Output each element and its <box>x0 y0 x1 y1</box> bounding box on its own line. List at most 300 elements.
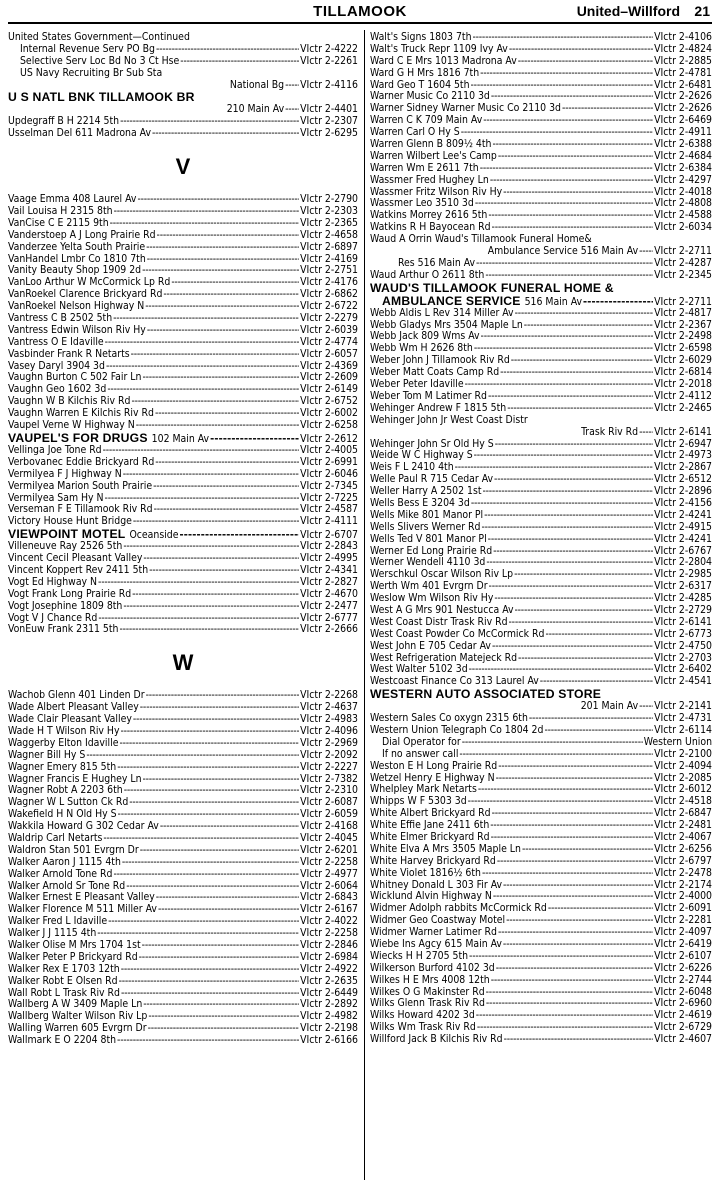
listing-name: Walker Ernest E Pleasant Valley <box>8 892 155 904</box>
listing-entry <box>370 103 712 115</box>
phone-number: VIctr 2-4658 <box>300 229 358 241</box>
listing-name: West John E 705 Cedar Av <box>370 640 491 652</box>
leader-dashes <box>133 516 299 528</box>
listing-entry <box>370 367 712 379</box>
listing-name: White Elmer Brickyard Rd <box>370 832 490 843</box>
listing-entry <box>8 420 358 432</box>
section-letter: W <box>172 650 194 676</box>
phone-number: VIctr 2-6862 <box>300 289 358 301</box>
listing-name: US Navy Recruiting Br Sub Sta <box>20 67 163 79</box>
listing-name: Vogt Josephine 1809 8th <box>8 600 123 612</box>
phone-number: VIctr 2-2281 <box>654 915 712 927</box>
phone-number: VIctr 2-4808 <box>654 198 712 210</box>
listing-entry <box>8 892 358 904</box>
phone-number: VIctr 2-6481 <box>654 79 712 91</box>
listing-entry <box>8 481 358 493</box>
bold-listing <box>370 688 712 701</box>
phone-number: VIctr 2-2345 <box>654 269 712 281</box>
listing-name: Warren Wm E 2611 7th <box>370 162 479 174</box>
phone-number: VIctr 2-4774 <box>300 336 358 348</box>
leader-dashes <box>140 702 299 714</box>
leader-dashes <box>477 1022 653 1034</box>
phone-number: VIctr 2-2307 <box>300 116 358 128</box>
phone-number: VIctr 2-4982 <box>300 1011 358 1023</box>
phone-number: VIctr 2-6388 <box>654 139 712 151</box>
header-rule <box>8 22 712 24</box>
listing-name: Vaughn Burton C 502 Fair Ln <box>8 372 142 384</box>
listing-name: Waud Arthur O 2611 8th <box>370 269 485 281</box>
listing-entry <box>8 774 358 786</box>
leader-dashes <box>140 845 299 857</box>
listing-entry <box>370 927 712 939</box>
leader-dashes <box>98 577 299 589</box>
listing-name: Weber John J Tillamook Riv Rd <box>370 355 510 367</box>
listing-continuation <box>370 701 712 713</box>
listing-name: Walker Fred L Idaville <box>8 916 108 928</box>
phone-number: VIctr 2-2085 <box>654 772 712 784</box>
phone-number: VIctr 2-2365 <box>300 217 358 229</box>
listing-entry <box>8 613 358 625</box>
listing-name: White Violet 1816½ 6th <box>370 867 481 879</box>
leader-dashes <box>132 589 299 601</box>
listing-name: Werner Wendell 4110 3d <box>370 557 486 569</box>
phone-number: VIctr 2-2092 <box>300 749 358 761</box>
leader-dashes <box>493 891 653 903</box>
listing-entry <box>370 222 712 234</box>
phone-number: VIctr 2-4005 <box>300 444 358 456</box>
phone-number: VIctr 2-2626 <box>654 103 712 115</box>
listing-entry <box>370 68 712 80</box>
leader-dashes <box>119 624 299 636</box>
listing-name: Verseman F E Tillamook Riv Rd <box>8 504 153 516</box>
leader-dashes <box>113 869 299 881</box>
bold-listing <box>8 91 358 104</box>
phone-number: VIctr 2-2626 <box>654 91 712 103</box>
leader-dashes <box>105 337 299 349</box>
listing-name: Wallmark E O 2204 8th <box>8 1035 117 1047</box>
leader-dashes <box>471 498 653 510</box>
listing-name: If no answer call <box>382 748 459 760</box>
listing-entry <box>8 714 358 726</box>
listing-name: Western Sales Co oxygn 2315 6th <box>370 713 528 725</box>
listing-entry <box>370 880 712 892</box>
listing-entry <box>8 988 358 1000</box>
listing-continuation <box>370 246 712 258</box>
leader-dashes <box>131 349 300 361</box>
listing-entry <box>370 963 712 975</box>
phone-number: VIctr 2-4285 <box>654 593 712 605</box>
listing-entry <box>8 809 358 821</box>
listing-entry <box>8 44 358 56</box>
phone-number: VIctr 2-2279 <box>300 313 358 325</box>
listing-name: Wassmer Fritz Wilson Riv Hy <box>370 186 503 198</box>
leader-dashes <box>492 222 654 234</box>
phone-number: VIctr 2-6012 <box>654 784 712 796</box>
listing-entry <box>8 726 358 738</box>
listing-name: Watkins R H Bayocean Rd <box>370 222 491 234</box>
listing-name: Wade H T Wilson Riv Hy <box>8 725 120 737</box>
leader-dashes <box>486 987 653 999</box>
phone-number: VIctr 2-4973 <box>654 450 712 462</box>
phone-number: VIctr 2-2729 <box>654 604 712 616</box>
leader-dashes <box>492 641 653 653</box>
leader-dashes <box>473 32 654 44</box>
listing-entry <box>8 469 358 481</box>
listing-name: WAUD'S TILLAMOOK FUNERAL HOME & <box>370 281 614 295</box>
listing-entry <box>370 749 712 761</box>
listing-name: Warren Wilbert Lee's Camp <box>370 150 497 162</box>
phone-number: VIctr 2-6512 <box>654 474 712 486</box>
listing-text <box>8 32 358 44</box>
listing-entry <box>8 445 358 457</box>
listing-name: Vail Louisa H 2315 8th <box>8 206 113 218</box>
phone-number: VIctr 2-4995 <box>300 553 358 565</box>
leader-dashes <box>155 408 299 420</box>
phone-number: VIctr 2-7345 <box>300 480 358 492</box>
leader-dashes <box>469 664 653 676</box>
leader-dashes <box>474 343 653 355</box>
leader-dashes <box>509 617 654 629</box>
leader-dashes <box>455 462 653 474</box>
listing-text <box>370 415 712 427</box>
leader-dashes <box>147 325 299 337</box>
leader-dashes <box>114 206 300 218</box>
listing-entry <box>370 605 712 617</box>
listing-address: National Bg <box>229 79 285 91</box>
leader-dashes <box>147 254 299 266</box>
listing-entry <box>8 702 358 714</box>
phone-number: VIctr 2-4067 <box>654 832 712 843</box>
phone-number: VIctr 2-6773 <box>654 628 712 640</box>
leader-dashes <box>149 565 299 577</box>
phone-number: VIctr 2-4607 <box>654 1034 712 1046</box>
phone-number: VIctr 2-6984 <box>300 951 358 963</box>
listing-name: Waggerby Elton Idaville <box>8 737 119 749</box>
listing-name: Wicklund Alvin Highway N <box>370 891 492 903</box>
listing-name: Dial Operator for <box>382 736 461 748</box>
listing-name: Vogt V J Chance Rd <box>8 612 98 624</box>
phone-number: VIctr 2-4000 <box>654 891 712 903</box>
phone-number: VIctr 2-6034 <box>654 222 712 234</box>
listing-name: Vanity Beauty Shop 1909 2d <box>8 265 142 277</box>
phone-number: VIctr 2-7382 <box>300 773 358 785</box>
phone-number: VIctr 2-2827 <box>300 576 358 588</box>
leader-dashes <box>544 725 653 737</box>
leader-dashes <box>468 796 653 808</box>
listing-name: Vaughn Geo 1602 3d <box>8 384 107 396</box>
listing-entry <box>8 408 358 420</box>
phone-number: VIctr 2-6402 <box>654 664 712 676</box>
leader-dashes <box>154 504 300 516</box>
phone-number: VIctr 2-4670 <box>300 588 358 600</box>
phone-number: VIctr 2-2303 <box>300 206 358 218</box>
leader-dashes <box>155 457 299 469</box>
leader-dashes <box>490 175 653 187</box>
phone-number: VIctr 2-6201 <box>300 844 358 856</box>
listing-name: Whelpley Mark Netarts <box>370 784 477 796</box>
listing-entry <box>370 891 712 903</box>
phone-number: VIctr 2-6226 <box>654 962 712 974</box>
phone-number: VIctr 2-6087 <box>300 797 358 809</box>
leader-dashes <box>524 320 653 332</box>
listing-name: Westcoast Finance Co 313 Laurel Av <box>370 676 539 688</box>
listing-entry <box>370 761 712 773</box>
leader-dashes <box>142 372 299 384</box>
listing-entry <box>8 313 358 325</box>
listing-entry <box>370 593 712 605</box>
listing-name: West Coast Powder Co McCormick Rd <box>370 628 545 640</box>
leader-dashes <box>103 833 299 845</box>
phone-number: VIctr 2-4094 <box>654 760 712 772</box>
leader-dashes <box>495 439 653 451</box>
listing-column-right <box>370 32 712 1046</box>
leader-dashes <box>474 450 653 462</box>
leader-dashes <box>478 784 653 796</box>
phone-number: VIctr 2-6295 <box>300 128 358 140</box>
listing-name: Webb Aldis L Rev 314 Miller Av <box>370 307 514 319</box>
listing-name: Internal Revenue Serv PO Bg <box>20 43 155 55</box>
listing-entry <box>370 391 712 403</box>
listing-entry <box>370 581 712 593</box>
listing-entry <box>370 379 712 391</box>
phone-number: VIctr 2-4824 <box>654 43 712 55</box>
listing-entry <box>8 361 358 373</box>
bold-listing <box>8 528 358 541</box>
listing-name: Webb Wm H 2626 8th <box>370 343 473 355</box>
listing-name: Vasey Daryl 3904 3d <box>8 360 105 372</box>
phone-number: VIctr 2-4619 <box>654 1010 712 1022</box>
bold-listing <box>370 282 712 295</box>
listing-entry <box>370 187 712 199</box>
listing-entry <box>370 56 712 68</box>
leader-dashes <box>119 976 300 988</box>
listing-column-left <box>8 32 358 1047</box>
phone-number: VIctr 2-6107 <box>654 950 712 962</box>
phone-number: VIctr 2-4176 <box>300 277 358 289</box>
leader-dashes <box>498 151 653 163</box>
leader-dashes <box>108 916 299 928</box>
phone-number: VIctr 2-6722 <box>300 301 358 313</box>
listing-name: West A G Mrs 901 Nestucca Av <box>370 604 514 616</box>
phone-number: VIctr 2-4112 <box>654 390 712 402</box>
listing-name: Ward Geo T 1604 5th <box>370 79 470 91</box>
phone-number: VIctr 2-2477 <box>300 600 358 612</box>
listing-entry <box>370 498 712 510</box>
listing-entry <box>370 868 712 880</box>
listing-entry <box>8 1023 358 1035</box>
phone-number: VIctr 2-2261 <box>300 55 358 67</box>
phone-number: VIctr 2-2367 <box>654 319 712 331</box>
leader-dashes <box>498 927 653 939</box>
phone-number: VIctr 2-4222 <box>300 43 358 55</box>
listing-entry <box>370 832 712 844</box>
leader-dashes <box>489 581 654 593</box>
listing-name: Wall Robt L Trask Riv Rd <box>8 987 120 999</box>
phone-number: VIctr 2-6752 <box>300 396 358 408</box>
leader-dashes <box>515 605 654 617</box>
leader-dashes <box>119 738 299 750</box>
listing-entry <box>370 355 712 367</box>
phone-number: VIctr 2-4587 <box>300 504 358 516</box>
listing-entry <box>370 534 712 546</box>
listing-name: Walker Arnold Sr Tone Rd <box>8 880 126 892</box>
phone-number: VIctr 2-6843 <box>300 892 358 904</box>
listing-name: Werschkul Oscar Wilson Riv Lp <box>370 569 514 581</box>
leader-dashes <box>488 391 653 403</box>
leader-dashes <box>482 868 653 880</box>
listing-name: Walker Arnold Tone Rd <box>8 868 113 880</box>
phone-number: VIctr 2-6046 <box>300 468 358 480</box>
listing-name: Vantress Edwin Wilson Riv Hy <box>8 324 146 336</box>
listing-entry <box>8 349 358 361</box>
listing-entry <box>370 151 712 163</box>
phone-number: VIctr 2-2498 <box>654 331 712 343</box>
listing-entry <box>370 725 712 737</box>
listing-name: Vermilyea F J Highway N <box>8 468 122 480</box>
leader-dashes <box>143 999 299 1011</box>
phone-number: VIctr 2-2478 <box>654 867 712 879</box>
listing-entry <box>8 493 358 505</box>
phone-number: VIctr 2-6048 <box>654 986 712 998</box>
listing-name: AMBULANCE SERVICE <box>382 294 521 308</box>
leader-dashes <box>476 1010 653 1022</box>
leader-dashes <box>105 493 300 505</box>
listing-entry <box>8 194 358 206</box>
listing-entry <box>8 289 358 301</box>
listing-name: Wells Mike 801 Manor Pl <box>370 509 484 521</box>
leader-dashes <box>118 809 300 821</box>
listing-entry <box>8 372 358 384</box>
listing-entry <box>8 565 358 577</box>
phone-number: VIctr 2-6419 <box>654 939 712 951</box>
phone-number: VIctr 2-6707 <box>300 529 358 542</box>
listing-name: Weide W C Highway S <box>370 450 473 462</box>
listing-name: Walker J J 1115 4th <box>8 928 97 940</box>
leader-dashes <box>491 975 653 987</box>
phone-number: VIctr 2-6258 <box>300 420 358 432</box>
phone-number: VIctr 2-4922 <box>300 963 358 975</box>
listing-name: Walker Olise M Mrs 1704 1st <box>8 940 141 951</box>
phone-number: VIctr 2-6767 <box>654 545 712 557</box>
listing-entry <box>370 320 712 332</box>
listing-name: White Effie Jane 2411 6th <box>370 820 490 832</box>
listing-name: Widmer Warner Latimer Rd <box>370 927 497 939</box>
leader-dashes <box>504 1034 654 1046</box>
listing-entry <box>370 175 712 187</box>
phone-number: VIctr 2-2804 <box>654 557 712 569</box>
leader-dashes <box>117 762 299 774</box>
leader-dashes <box>514 569 653 581</box>
listing-name: Werner Ed Long Prairie Rd <box>370 545 493 557</box>
listing-entry <box>370 1034 712 1046</box>
listing-name: Waldron Stan 501 Evrgrn Dr <box>8 844 139 856</box>
listing-name: Wakefield H N Old Hy S <box>8 809 117 821</box>
listing-entry <box>370 510 712 522</box>
leader-dashes <box>121 964 299 976</box>
leader-dashes <box>522 844 653 856</box>
phone-number: VIctr 2-4983 <box>300 714 358 726</box>
listing-entry <box>8 845 358 857</box>
listing-name: Weslow Wm Wilson Riv Hy <box>370 593 494 605</box>
listing-entry <box>370 139 712 151</box>
phone-number: VIctr 2-6064 <box>300 880 358 892</box>
listing-entry <box>8 337 358 349</box>
listing-entry <box>370 951 712 963</box>
phone-number: VIctr 2-2896 <box>654 486 712 498</box>
listing-name: Wagner W L Sutton Ck Rd <box>8 797 129 809</box>
leader-dashes <box>503 880 653 892</box>
bold-listing <box>370 295 712 308</box>
leader-dashes <box>484 510 653 522</box>
phone-number: VIctr 2-2885 <box>654 55 712 67</box>
listing-entry <box>370 546 712 558</box>
listing-name: Walker Rex E 1703 12th <box>8 963 120 975</box>
phone-number: VIctr 2-2227 <box>300 761 358 773</box>
phone-number: VIctr 2-6057 <box>300 348 358 360</box>
phone-number: VIctr 2-4911 <box>654 127 712 139</box>
listing-name: Willford Jack B Kilchis Riv Rd <box>370 1034 503 1046</box>
listing-entry <box>370 331 712 343</box>
phone-number: VIctr 2-6029 <box>654 355 712 367</box>
listing-name: Vaupel Verne W Highway N <box>8 420 135 432</box>
listing-continuation <box>8 80 358 92</box>
listing-name: Warren Glenn B 809½ 4th <box>370 139 492 151</box>
listing-name: Vaughn W B Kilchis Riv Rd <box>8 396 131 408</box>
listing-entry <box>8 869 358 881</box>
phone-number: VIctr 2-4168 <box>300 821 358 833</box>
listing-continuation <box>8 104 358 116</box>
listing-entry <box>8 1035 358 1047</box>
leader-dashes <box>120 116 299 128</box>
listing-name: Webb Gladys Mrs 3504 Maple Ln <box>370 319 523 331</box>
listing-name: Walt's Truck Repr 1109 Ivy Av <box>370 43 508 55</box>
phone-number: VIctr 2-4977 <box>300 868 358 880</box>
listing-entry <box>370 270 712 282</box>
phone-number: VIctr 2-2790 <box>300 194 358 206</box>
phone-number: VIctr 2-2666 <box>300 624 358 636</box>
listing-entry <box>370 915 712 927</box>
listing-name: Wehinger John Jr West Coast Distr <box>370 414 528 426</box>
phone-number: VIctr 2-2100 <box>654 748 712 760</box>
leader-dashes <box>148 1023 300 1035</box>
listing-name: Ward C E Mrs 1013 Madrona Av <box>370 55 517 67</box>
listing-name: Vogt Frank Long Prairie Rd <box>8 588 132 600</box>
listing-entry <box>8 964 358 976</box>
listing-name: Webb Jack 809 Wms Av <box>370 331 480 343</box>
listing-address: 210 Main Av <box>226 104 285 116</box>
phone-number: VIctr 2-2465 <box>654 402 712 414</box>
leader-dashes <box>503 187 653 199</box>
listing-entry <box>8 56 358 68</box>
listing-entry <box>8 833 358 845</box>
leader-dashes <box>475 198 653 210</box>
listing-name: Vantress C B 2502 5th <box>8 313 113 325</box>
phone-number: VIctr 2-6469 <box>654 115 712 127</box>
listing-name: VanCise C E 2115 9th <box>8 217 109 229</box>
phone-number: VIctr 2-6729 <box>654 1022 712 1034</box>
listing-entry <box>370 439 712 451</box>
leader-dashes <box>171 277 299 289</box>
listing-entry <box>8 821 358 833</box>
leader-dashes <box>480 163 653 175</box>
listing-entry <box>8 128 358 140</box>
leader-dashes <box>156 44 299 56</box>
listing-name: Weston E H Long Prairie Rd <box>370 760 498 772</box>
listing-entry <box>370 653 712 665</box>
listing-entry <box>370 903 712 915</box>
leader-dashes <box>583 295 653 308</box>
phone-number: VIctr 2-2310 <box>300 785 358 797</box>
